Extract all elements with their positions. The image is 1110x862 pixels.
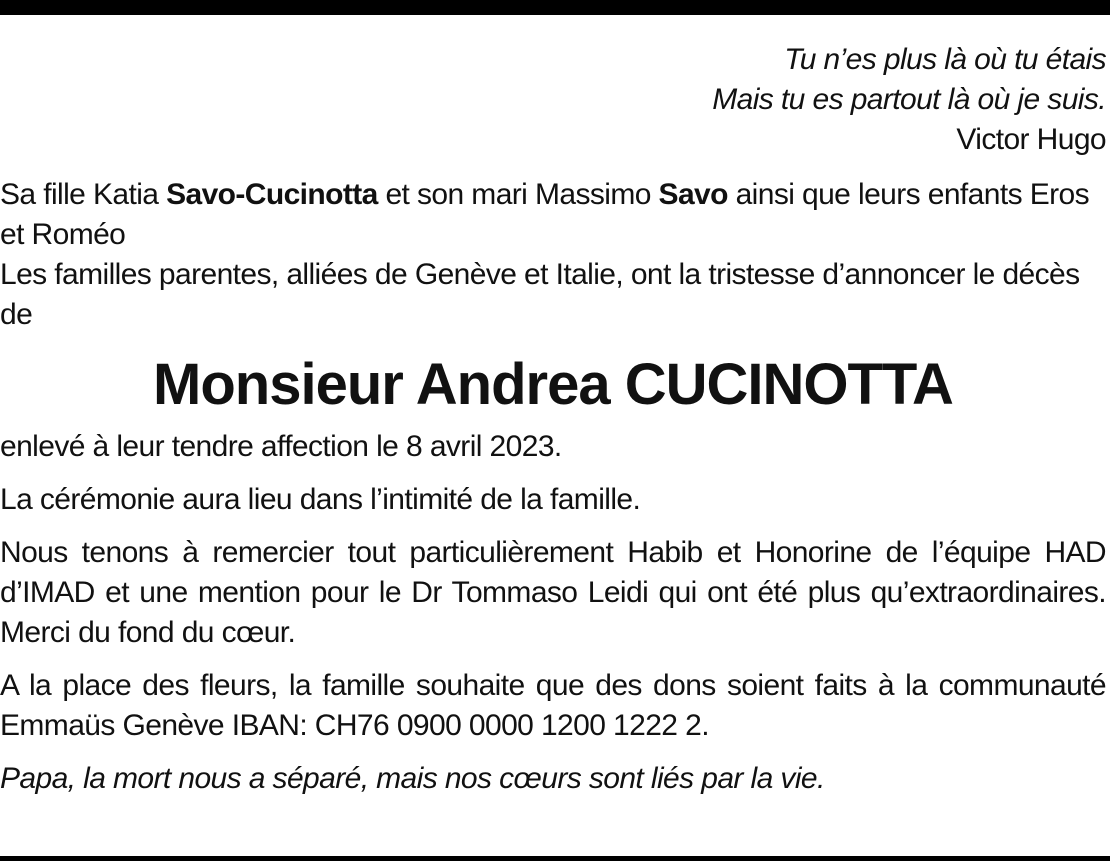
obituary-notice	[0, 40, 1106, 799]
family-announcement-line-1	[0, 175, 1106, 255]
quote-line-2: Mais tu es partout là où je suis.	[712, 83, 1106, 116]
quote-author: Victor Hugo	[956, 123, 1106, 156]
family-surname-savo: Savo	[658, 178, 728, 211]
passing-date-text: enlevé à leur tendre affection le 8 avril 2023.	[0, 430, 562, 463]
family-text-a: Sa fille Katia	[0, 178, 167, 211]
deceased-name-heading: Monsieur Andrea CUCINOTTA	[153, 352, 953, 417]
family-text-e: ainsi que leurs enfants Eros et Roméo	[0, 178, 1089, 251]
family-text-c: et son mari Massimo	[377, 178, 659, 211]
closing-line: Papa, la mort nous a séparé, mais nos cœurs sont liés par la vie.	[0, 762, 825, 795]
thanks-paragraph: Nous tenons à remercier tout particulièrement Habib et Honorine de l’équipe HAD d’IMAD et une mention pour le Dr Tommaso Leidi qui ont été plus qu’extraordinaires. Merci du fond du cœur.	[0, 536, 1106, 649]
family-surname-savo-cucinotta: Savo-Cucinotta	[166, 178, 378, 211]
quote-line-1: Tu n’es plus là où tu étais	[784, 43, 1106, 76]
top-border-rule	[0, 0, 1110, 15]
donations-paragraph: A la place des fleurs, la famille souhaite que des dons soient faits à la communauté Emmaüs Genève IBAN: CH76 0900 0000 1200 1222 2.	[0, 669, 1106, 742]
ceremony-text: La cérémonie aura lieu dans l’intimité de la famille.	[0, 483, 641, 516]
bottom-border-rule	[0, 856, 1110, 861]
family-announcement-line-2: Les familles parentes, alliées de Genève et Italie, ont la tristesse d’annoncer le décès de	[0, 258, 1080, 331]
epigraph-quote	[0, 40, 1106, 160]
